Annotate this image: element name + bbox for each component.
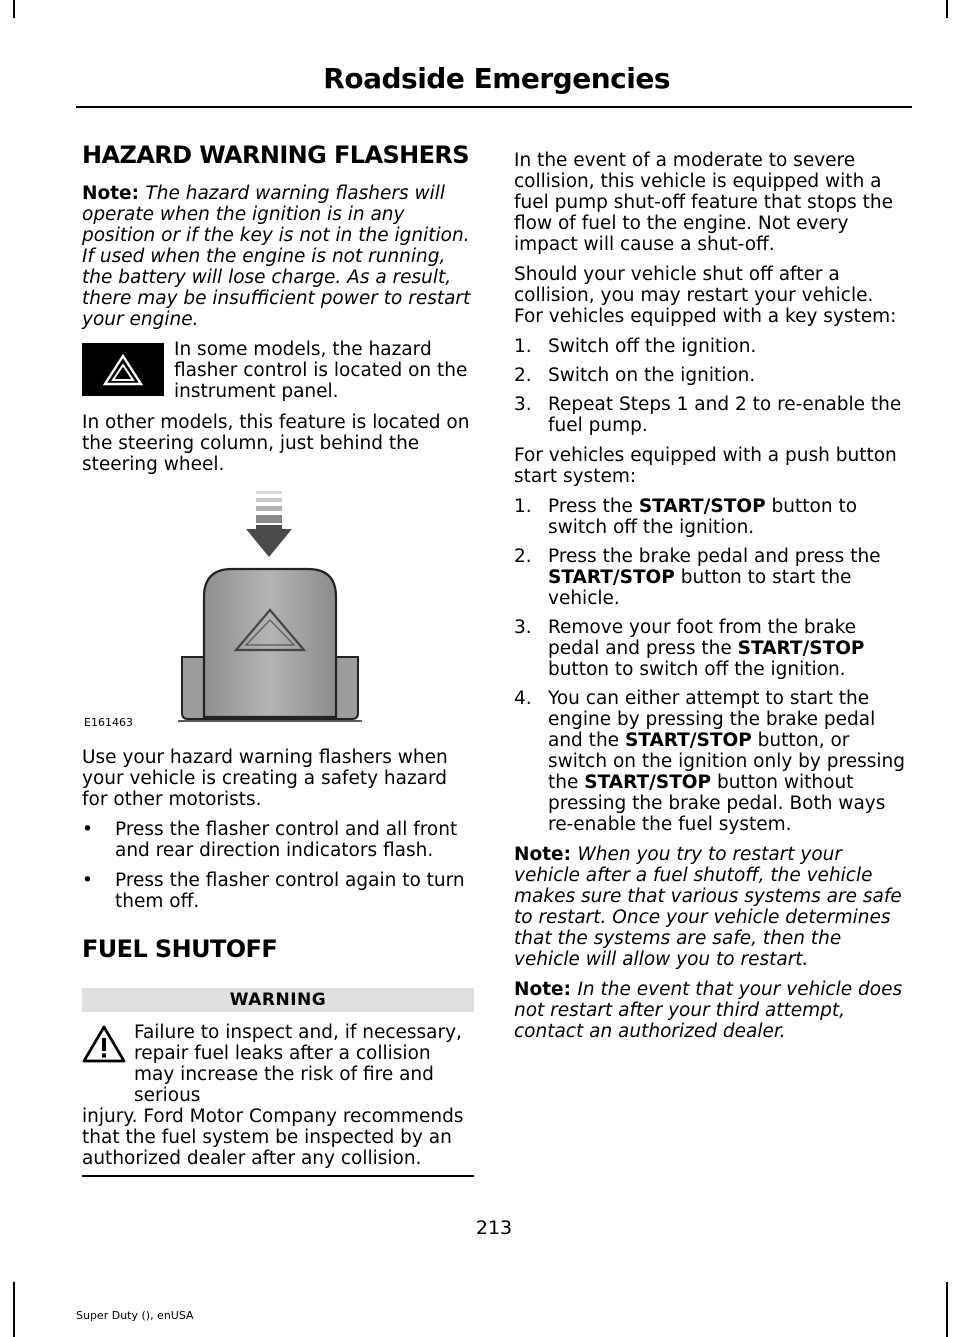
note-text: When you try to restart your vehicle after a fuel shutoff, the vehicle makes sure that various systems are safe to restart. Once your vehicle determines that the systems are safe, then the vehicle will allow you to restart. bbox=[514, 844, 902, 970]
fuel-intro: In the event of a moderate to severe collision, this vehicle is equipped with a fuel pump shut-off feature that stops the flow of fuel to the engine. Not every impact will cause a shut-off. bbox=[514, 150, 894, 255]
footer-text: Super Duty (), enUSA bbox=[76, 1309, 194, 1322]
list-item: • Press the flasher control again to turn them off. bbox=[82, 870, 474, 912]
left-column bbox=[82, 140, 474, 1177]
list-item: 3. Repeat Steps 1 and 2 to re-enable the fuel pump. bbox=[514, 394, 902, 436]
hazard-triangle-icon bbox=[82, 343, 164, 396]
list-item: 2. Press the brake pedal and press the START/STOP button to start the vehicle. bbox=[514, 546, 881, 609]
warning-triangle-icon bbox=[82, 1024, 126, 1064]
warning-box bbox=[82, 1022, 474, 1177]
push-intro: For vehicles equipped with a push button start system: bbox=[514, 445, 897, 487]
list-item: 2. Switch on the ignition. bbox=[514, 365, 756, 386]
crop-mark bbox=[946, 1282, 948, 1337]
list-item: 1. Switch off the ignition. bbox=[514, 336, 757, 357]
start-stop-label: START/STOP bbox=[737, 638, 865, 659]
hazard-bullets bbox=[82, 819, 474, 912]
note-text: The hazard warning flashers will operate when the ignition is in any position or if the key is not in the ignition. If used when the engine is not running, the battery will lose charge. As a result, there may be insufficient power to restart your engine. bbox=[82, 183, 471, 330]
figure-label: E161463 bbox=[84, 716, 133, 729]
note-label: Note: bbox=[514, 979, 578, 1000]
hazard-heading: HAZARD WARNING FLASHERS bbox=[82, 141, 469, 169]
fuel-heading: FUEL SHUTOFF bbox=[82, 935, 278, 963]
hazard-switch-illustration bbox=[82, 485, 474, 735]
restart-intro: Should your vehicle shut off after a collision, you may restart your vehicle. For vehicles equipped with a key system: bbox=[514, 264, 897, 327]
warning-title: WARNING bbox=[82, 988, 474, 1012]
list-item: 1. Press the START/STOP button to switch off the ignition. bbox=[514, 496, 858, 538]
hazard-location-block bbox=[82, 339, 474, 402]
right-column bbox=[514, 150, 906, 1051]
other-models-text: In other models, this feature is located on the steering column, just behind the steering wheel. bbox=[82, 412, 470, 475]
start-stop-label: START/STOP bbox=[638, 496, 766, 517]
hazard-location-text: In some models, the hazard flasher control is located on the instrument panel. bbox=[174, 339, 468, 402]
key-steps bbox=[514, 336, 906, 436]
hazard-use-text: Use your hazard warning flashers when your vehicle is creating a safety hazard for other motorists. bbox=[82, 747, 448, 810]
warning-rule bbox=[82, 1175, 474, 1177]
list-item: 3. Remove your foot from the brake pedal and press the START/STOP button to switch off the ignition. bbox=[514, 617, 865, 680]
push-steps bbox=[514, 496, 906, 835]
start-stop-label: START/STOP bbox=[584, 772, 712, 793]
start-stop-label: START/STOP bbox=[548, 567, 675, 588]
warning-text-rest: injury. Ford Motor Company recommends that the fuel system be inspected by an authorized dealer after any collision. bbox=[82, 1106, 464, 1169]
warning-text-first: Failure to inspect and, if necessary, repair fuel leaks after a collision may increase the risk of fire and serious bbox=[134, 1022, 462, 1106]
list-item: 4. You can either attempt to start the engine by pressing the brake pedal and the START/STOP button, or switch on the ignition only by pressing the START/STOP button without pressing the brake pedal. Both ways re-enable the fuel system. bbox=[514, 688, 905, 835]
list-item: • Press the flasher control and all front and rear direction indicators flash. bbox=[82, 819, 474, 861]
restart-note bbox=[514, 844, 906, 970]
start-stop-label: START/STOP bbox=[624, 730, 752, 751]
hazard-switch-figure bbox=[82, 485, 474, 735]
header-rule bbox=[76, 106, 912, 108]
page-number: 213 bbox=[475, 1217, 513, 1239]
crop-mark bbox=[13, 0, 15, 18]
crop-mark bbox=[13, 1282, 15, 1337]
note-text: In the event that your vehicle does not restart after your third attempt, contact an authorized dealer. bbox=[514, 979, 903, 1042]
hazard-note bbox=[82, 183, 474, 330]
note-label: Note: bbox=[82, 183, 146, 204]
dealer-note bbox=[514, 979, 906, 1042]
crop-mark bbox=[946, 0, 948, 18]
note-label: Note: bbox=[514, 844, 578, 865]
page-title: Roadside Emergencies bbox=[323, 62, 670, 95]
